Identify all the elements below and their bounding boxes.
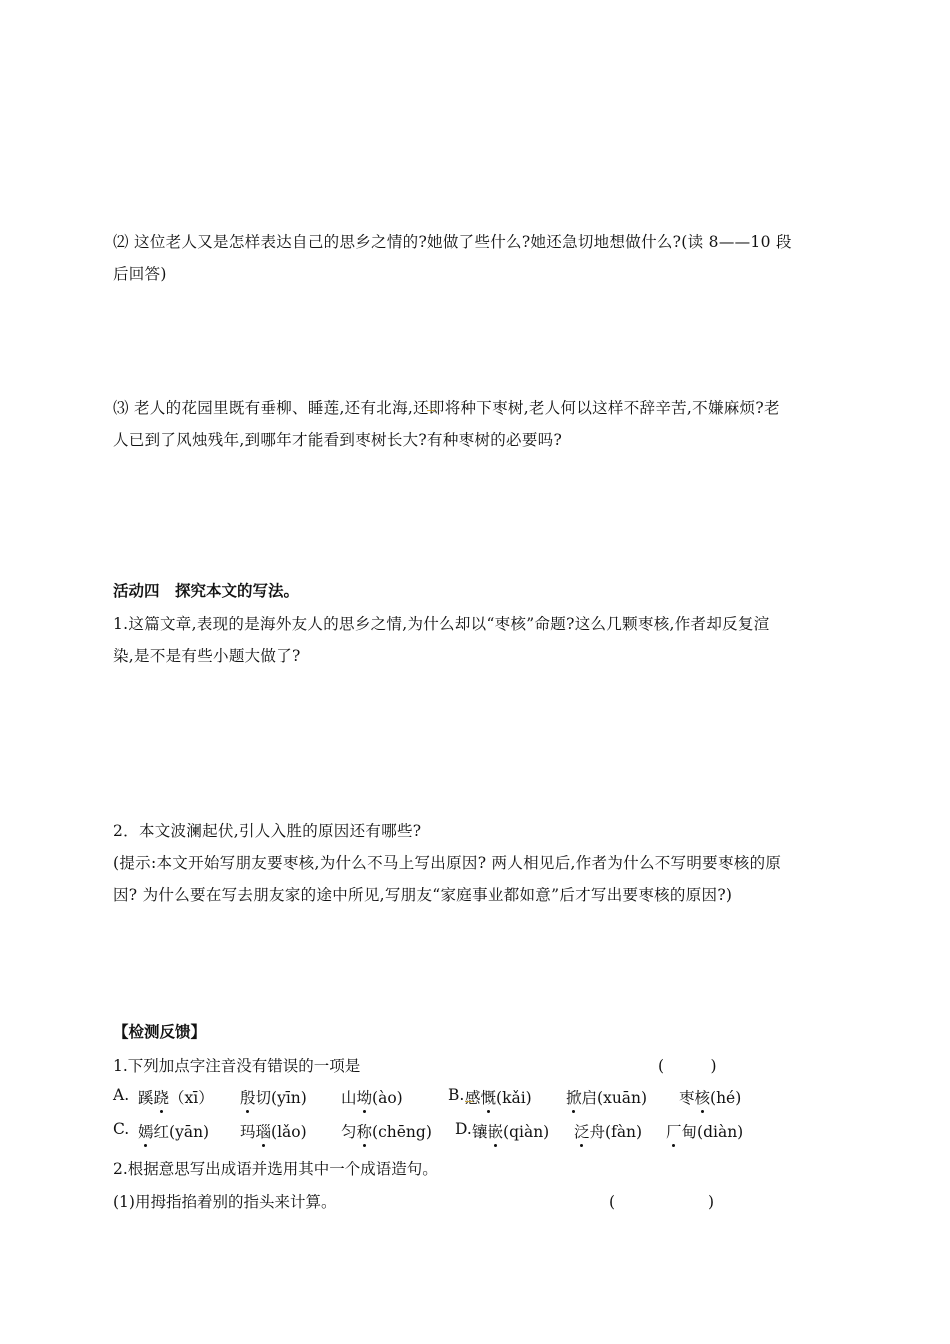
- edit-mark: [465, 1098, 473, 1102]
- option-b-item-2: 掀启(xuān): [566, 1086, 647, 1108]
- option-d-item-3: 厂甸(diàn): [666, 1120, 743, 1142]
- question-3-text: 老人的花园里既有垂柳、睡莲,还有北海,还即将种下枣树,老人何以这样不辞辛苦,不嫌麻烦?老: [134, 399, 780, 417]
- option-row-a-b: [113, 1086, 848, 1108]
- option-c-item-1: 嫣红(yān): [138, 1120, 209, 1142]
- dotted-character: 慨: [481, 1086, 497, 1108]
- edit-mark: [427, 407, 435, 411]
- dotted-character: 坳: [357, 1086, 373, 1108]
- feedback-question-1: [113, 1054, 848, 1076]
- option-b-item-1: 感慨(kǎi): [465, 1086, 532, 1108]
- feedback-question-2-1-text: (1)用拇指掐着别的指头来计算。: [113, 1193, 337, 1211]
- activity-4-question-2-text: 2．本文波澜起伏,引人入胜的原因还有哪些?: [113, 822, 422, 840]
- activity-4-hint-line-2: 因? 为什么要在写去朋友家的途中所见,写朋友“家庭事业都如意”后才写出要枣核的原因?): [113, 886, 733, 904]
- question-3-number: ⑶: [113, 399, 129, 417]
- dotted-character: 瑙: [256, 1120, 272, 1142]
- option-b-label: B.: [448, 1086, 465, 1104]
- dotted-character: 殷: [240, 1086, 256, 1108]
- dotted-character: 嫣: [138, 1120, 154, 1142]
- option-row-c-d: [113, 1120, 848, 1142]
- option-a-item-1: 蹊跷（xī）: [138, 1086, 214, 1108]
- dotted-character: 厂: [666, 1120, 682, 1142]
- dotted-character: 嵌: [488, 1120, 504, 1142]
- activity-4-hint: [113, 847, 848, 911]
- question-2: [113, 226, 848, 290]
- option-a-label: A.: [113, 1086, 130, 1104]
- question-2-line-2: 后回答): [113, 265, 167, 283]
- option-a-item-2: 殷切(yīn): [240, 1086, 307, 1108]
- feedback-question-2-1: [113, 1190, 848, 1212]
- activity-4-question-1-line-2: 染,是不是有些小题大做了?: [113, 647, 301, 665]
- activity-4-question-2: [113, 815, 848, 847]
- question-3-line-2: 人已到了风烛残年,到哪年才能看到枣树长大?有种枣树的必要吗?: [113, 431, 563, 449]
- question-2-text: 这位老人又是怎样表达自己的思乡之情的?她做了些什么?她还急切地想做什么?(读 8——10 段: [134, 233, 792, 251]
- dotted-character: 核: [695, 1086, 711, 1108]
- option-c-label: C.: [113, 1120, 130, 1138]
- feedback-heading: 【检测反馈】: [113, 1022, 207, 1041]
- option-a-item-3: 山坳(ào): [341, 1086, 403, 1108]
- option-c-item-3: 匀称(chēng): [341, 1120, 432, 1142]
- option-d-item-1: 镶嵌(qiàn): [472, 1120, 549, 1142]
- feedback-question-2-text: 2.根据意思写出成语并选用其中一个成语造句。: [113, 1160, 438, 1178]
- feedback-question-1-text: 1.下列加点字注音没有错误的一项是: [113, 1057, 361, 1075]
- activity-4-heading: 活动四 探究本文的写法。: [113, 581, 300, 600]
- question-3-line-1: [113, 392, 848, 424]
- activity-4-hint-line-1: (提示:本文开始写朋友要枣核,为什么不马上写出原因? 两人相见后,作者为什么不写明要枣核的原: [113, 854, 782, 872]
- idiom-answer-blank[interactable]: ( ): [609, 1193, 715, 1211]
- dotted-character: 称: [357, 1120, 373, 1142]
- answer-blank[interactable]: ( ): [658, 1057, 717, 1075]
- activity-4-question-1: [113, 608, 848, 672]
- option-d-label: D.: [455, 1120, 472, 1138]
- question-3: [113, 392, 848, 456]
- question-2-line-1: [113, 226, 848, 258]
- activity-4-question-1-line-1: 1.这篇文章,表现的是海外友人的思乡之情,为什么却以“枣核”命题?这么几颗枣核,作者却反复渲: [113, 615, 770, 633]
- dotted-character: 掀: [566, 1086, 582, 1108]
- feedback-question-2: [113, 1157, 848, 1179]
- dotted-character: 跷: [154, 1086, 170, 1108]
- option-b-item-3: 枣核(hé): [679, 1086, 741, 1108]
- question-2-number: ⑵: [113, 233, 129, 251]
- option-c-item-2: 玛瑙(lǎo): [240, 1120, 307, 1142]
- dotted-character: 泛: [574, 1120, 590, 1142]
- option-d-item-2: 泛舟(fàn): [574, 1120, 642, 1142]
